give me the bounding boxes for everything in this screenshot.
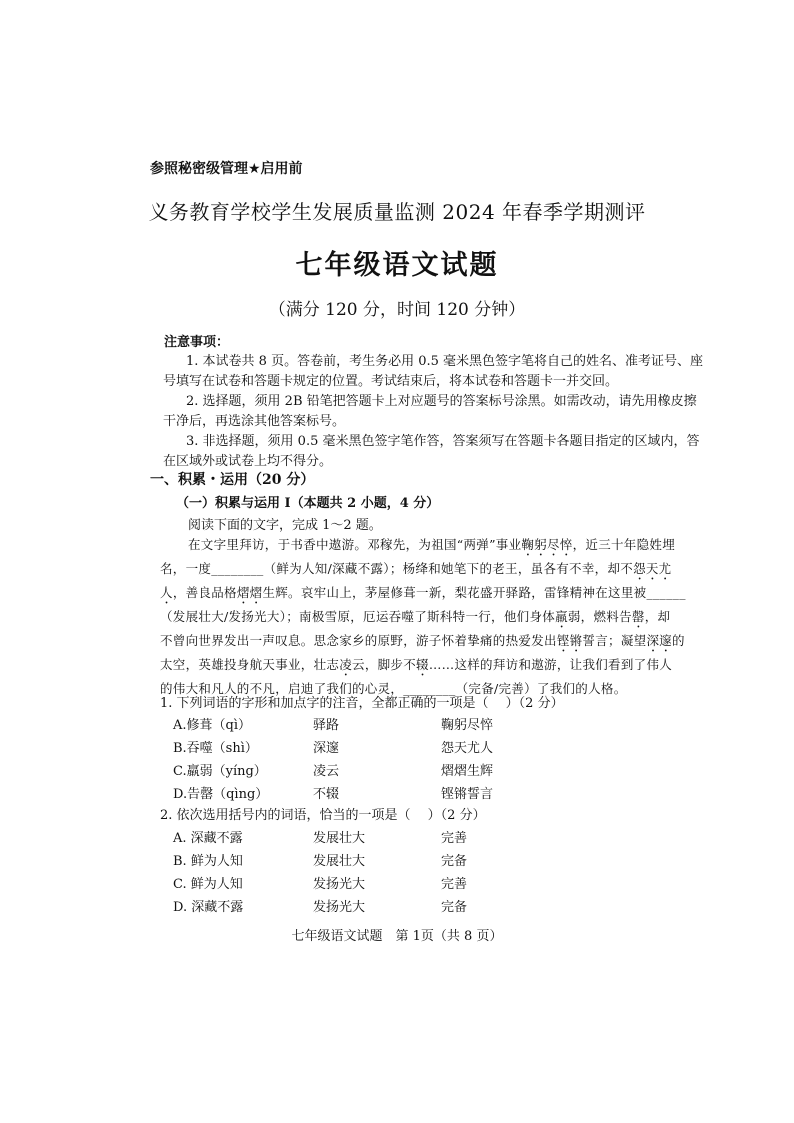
q2-option-a: A. 深藏不露 — [173, 831, 243, 846]
passage-line: （发展壮大/发扬光大）；南极雪原，厄运吞噬了斯科特一行，他们身体羸弱，燃料告罄，却 — [160, 609, 671, 624]
q1-option-b-word2: 深邃 — [313, 741, 340, 756]
notice-line-2: 号填写在试卷和答题卡规定的位置。考试结束后，将本试卷和答题卡一并交回。 — [163, 374, 619, 389]
q1-option-d-word2: 不辍 — [313, 787, 340, 802]
passage-line: 在文字里拜访，于书香中遨游。邓稼先，为祖国“两弹”事业鞠躬尽悴，近三十年隐姓埋 — [188, 537, 675, 552]
q1-option-a-word3: 鞠躬尽悴 — [441, 718, 494, 733]
q2-option-c: C. 鲜为人知 — [173, 877, 243, 892]
q1-option-d-word3: 铿锵誓言 — [441, 787, 494, 802]
q2-option-d: D. 深藏不露 — [173, 900, 244, 915]
notice-line-1: 1. 本试卷共 8 页。答卷前，考生务必用 0.5 毫米黑色签字笔将自己的姓名、准考证号、座 — [186, 354, 704, 369]
q1-option-d: D.告罄（qìng） — [173, 787, 269, 802]
notice-line-6: 在区域外或试卷上均不得分。 — [163, 454, 333, 469]
passage-line: 名，一度________（鲜为人知/深藏不露）；杨绛和她笔下的老王，虽各有不幸，却不怨天尤 — [160, 561, 672, 576]
q2-option-b: B. 鲜为人知 — [173, 854, 243, 869]
q2-option-b-word3: 完备 — [441, 854, 468, 869]
q2-option-c-word2: 发扬光大 — [313, 877, 366, 892]
subsection-heading: （一）积累与运用 Ⅰ（本题共 2 小题，4 分） — [176, 496, 440, 511]
q1-option-b-word3: 怨天尤人 — [441, 741, 494, 756]
q2-option-d-word3: 完备 — [441, 900, 468, 915]
q1-option-c-word2: 凌云 — [313, 764, 340, 779]
question-2-stem: 2. 依次选用括号内的词语，恰当的一项是（ ）（2 分） — [160, 808, 486, 823]
passage-line: 不曾向世界发出一声叹息。思念家乡的原野，游子怀着挚痛的热爱发出铿锵誓言；凝望深邃的 — [160, 633, 685, 648]
notice-heading: 注意事项： — [164, 335, 230, 350]
notice-line-5: 3. 非选择题，须用 0.5 毫米黑色签字笔作答，答案须写在答题卡各题目指定的区域内，答 — [186, 434, 700, 449]
q1-option-b: B.吞噬（shì） — [173, 741, 258, 756]
section-heading: 一、积累・运用（20 分） — [150, 472, 315, 488]
paper-title: 七年级语文试题 — [295, 250, 499, 281]
q1-option-c-word3: 熠熠生辉 — [441, 764, 494, 779]
q1-option-c: C.羸弱（yíng） — [173, 764, 267, 779]
q2-option-a-word2: 发展壮大 — [313, 831, 366, 846]
exam-title: 义务教育学校学生发展质量监测 2024 年春季学期测评 — [148, 200, 646, 224]
question-1-stem: 1. 下列词语的字形和加点字的注音，全都正确的一项是（ ）（2 分） — [160, 696, 564, 711]
passage-line: 人，善良品格熠熠生辉。哀牢山上，茅屋修葺一新，梨花盛开驿路，雷锋精神在这里被______ — [160, 585, 686, 600]
reading-instruction: 阅读下面的文字，完成 1～2 题。 — [188, 518, 382, 533]
q2-option-a-word3: 完善 — [441, 831, 468, 846]
passage-line: 太空，英雄投身航天事业，壮志凌云，脚步不辍……这样的拜访和遨游，让我们看到了伟人 — [160, 657, 673, 672]
page-footer: 七年级语文试题 第 1页（共 8 页） — [291, 929, 503, 944]
passage-line: 的伟大和凡人的不凡，启迪了我们的心灵，________（完备/完善）了我们的人格。 — [160, 681, 627, 696]
q1-option-a-word2: 驿路 — [313, 718, 340, 733]
score-time-note: （满分 120 分，时间 120 分钟） — [268, 300, 526, 320]
notice-line-3: 2. 选择题，须用 2B 铅笔把答题卡上对应题号的答案标号涂黑。如需改动，请先用橡皮擦 — [186, 394, 697, 409]
q2-option-b-word2: 发展壮大 — [313, 854, 366, 869]
q1-option-a: A.修葺（qì） — [173, 718, 252, 733]
notice-line-4: 干净后，再选涂其他答案标号。 — [163, 414, 346, 429]
q2-option-d-word2: 发扬光大 — [313, 900, 366, 915]
q2-option-c-word3: 完善 — [441, 877, 468, 892]
security-label: 参照秘密级管理★启用前 — [150, 161, 303, 177]
